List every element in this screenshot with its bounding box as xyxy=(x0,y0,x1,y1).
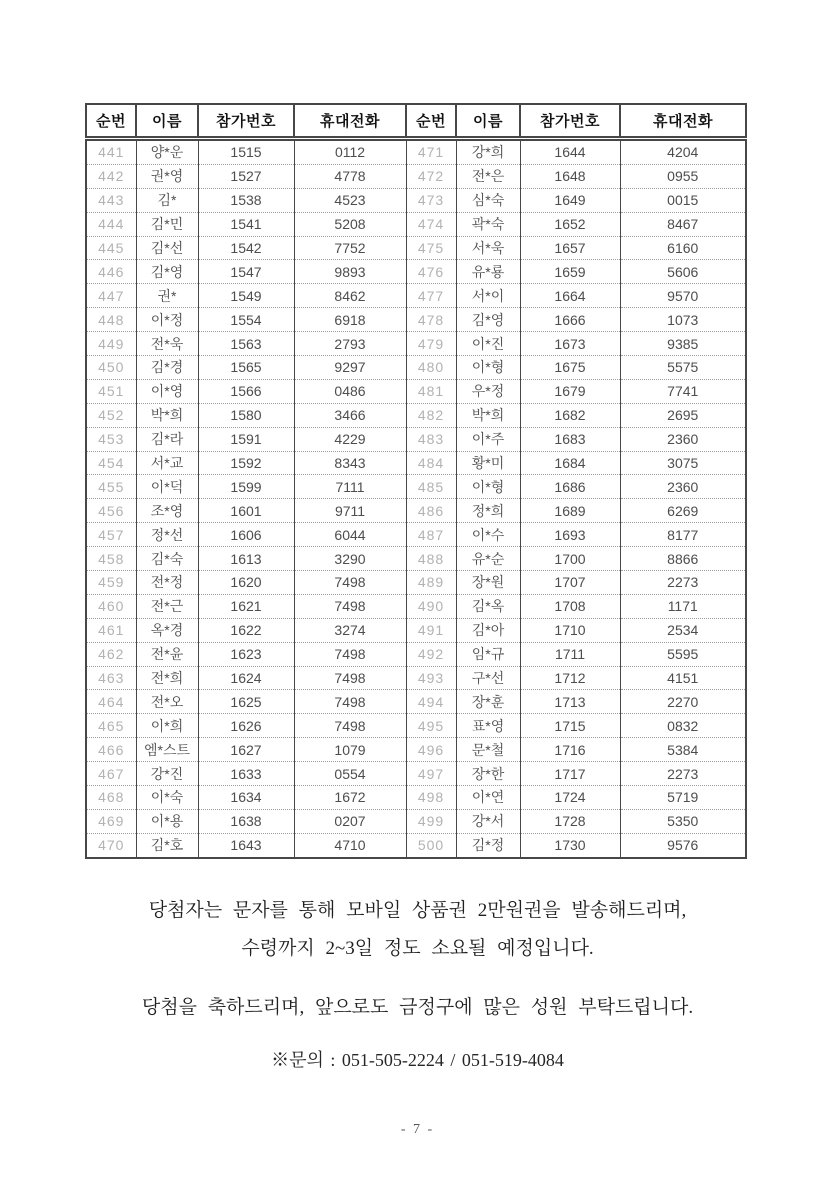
seq-cell-left: 469 xyxy=(86,809,136,833)
phone-cell-right: 2360 xyxy=(620,427,746,451)
phone-cell-right: 1073 xyxy=(620,308,746,332)
name-cell-left: 김*숙 xyxy=(136,547,198,571)
seq-cell-left: 462 xyxy=(86,642,136,666)
phone-cell-left: 6918 xyxy=(294,308,406,332)
seq-cell-left: 448 xyxy=(86,308,136,332)
name-cell-left: 전*욱 xyxy=(136,332,198,356)
entry-number-cell-left: 1606 xyxy=(198,523,294,547)
seq-cell-right: 472 xyxy=(406,164,456,188)
seq-cell-right: 497 xyxy=(406,762,456,786)
name-cell-left: 김*선 xyxy=(136,236,198,260)
entry-number-cell-right: 1716 xyxy=(520,738,620,762)
phone-cell-right: 8866 xyxy=(620,547,746,571)
seq-cell-left: 449 xyxy=(86,332,136,356)
phone-cell-left: 0112 xyxy=(294,139,406,165)
table-row xyxy=(86,666,746,690)
phone-cell-left: 9893 xyxy=(294,260,406,284)
phone-cell-right: 5719 xyxy=(620,786,746,810)
phone-cell-left: 7498 xyxy=(294,690,406,714)
entry-number-cell-left: 1549 xyxy=(198,284,294,308)
table-row xyxy=(86,714,746,738)
phone-cell-left: 3290 xyxy=(294,547,406,571)
seq-cell-right: 484 xyxy=(406,451,456,475)
name-cell-right: 김*옥 xyxy=(456,594,520,618)
seq-cell-right: 492 xyxy=(406,642,456,666)
name-cell-right: 임*규 xyxy=(456,642,520,666)
entry-number-cell-right: 1659 xyxy=(520,260,620,284)
name-cell-right: 이*형 xyxy=(456,475,520,499)
phone-cell-right: 5606 xyxy=(620,260,746,284)
phone-cell-right: 8177 xyxy=(620,523,746,547)
header-phone-right: 휴대전화 xyxy=(620,104,746,139)
seq-cell-left: 464 xyxy=(86,690,136,714)
phone-cell-left: 4710 xyxy=(294,833,406,857)
name-cell-right: 이*주 xyxy=(456,427,520,451)
table-row xyxy=(86,594,746,618)
name-cell-right: 구*선 xyxy=(456,666,520,690)
entry-number-cell-left: 1566 xyxy=(198,379,294,403)
phone-cell-right: 3075 xyxy=(620,451,746,475)
phone-cell-left: 7111 xyxy=(294,475,406,499)
name-cell-left: 김*라 xyxy=(136,427,198,451)
entry-number-cell-left: 1541 xyxy=(198,212,294,236)
name-cell-left: 전*희 xyxy=(136,666,198,690)
entry-number-cell-left: 1599 xyxy=(198,475,294,499)
entry-number-cell-left: 1634 xyxy=(198,786,294,810)
entry-number-cell-right: 1689 xyxy=(520,499,620,523)
entry-number-cell-right: 1710 xyxy=(520,618,620,642)
table-row xyxy=(86,809,746,833)
name-cell-left: 이*용 xyxy=(136,809,198,833)
table-row xyxy=(86,547,746,571)
phone-cell-left: 7752 xyxy=(294,236,406,260)
table-row xyxy=(86,618,746,642)
table-row xyxy=(86,690,746,714)
table-row xyxy=(86,762,746,786)
table-row xyxy=(86,212,746,236)
table-row xyxy=(86,403,746,427)
seq-cell-right: 493 xyxy=(406,666,456,690)
entry-number-cell-left: 1565 xyxy=(198,356,294,380)
table-header-row xyxy=(86,104,746,139)
phone-cell-left: 7498 xyxy=(294,594,406,618)
seq-cell-left: 450 xyxy=(86,356,136,380)
name-cell-right: 김*아 xyxy=(456,618,520,642)
table-row xyxy=(86,236,746,260)
seq-cell-right: 490 xyxy=(406,594,456,618)
name-cell-right: 이*연 xyxy=(456,786,520,810)
phone-cell-left: 3466 xyxy=(294,403,406,427)
seq-cell-left: 455 xyxy=(86,475,136,499)
entry-number-cell-left: 1542 xyxy=(198,236,294,260)
seq-cell-left: 470 xyxy=(86,833,136,857)
phone-cell-right: 2360 xyxy=(620,475,746,499)
entry-number-cell-left: 1601 xyxy=(198,499,294,523)
seq-cell-left: 461 xyxy=(86,618,136,642)
shipping-notice-line1: 당첨자는 문자를 통해 모바일 상품권 2만원권을 발송해드리며, xyxy=(148,900,687,921)
name-cell-right: 전*은 xyxy=(456,164,520,188)
phone-cell-right: 8467 xyxy=(620,212,746,236)
entry-number-cell-right: 1673 xyxy=(520,332,620,356)
entry-number-cell-left: 1626 xyxy=(198,714,294,738)
table-row xyxy=(86,427,746,451)
name-cell-right: 곽*숙 xyxy=(456,212,520,236)
seq-cell-left: 456 xyxy=(86,499,136,523)
entry-number-cell-right: 1649 xyxy=(520,188,620,212)
phone-cell-right: 9385 xyxy=(620,332,746,356)
seq-cell-right: 495 xyxy=(406,714,456,738)
seq-cell-left: 442 xyxy=(86,164,136,188)
entry-number-cell-right: 1707 xyxy=(520,571,620,595)
table-row xyxy=(86,284,746,308)
entry-number-cell-right: 1682 xyxy=(520,403,620,427)
table-row xyxy=(86,164,746,188)
phone-cell-right: 0832 xyxy=(620,714,746,738)
thanks-notice: 당첨을 축하드리며, 앞으로도 금정구에 많은 성원 부탁드립니다. xyxy=(141,997,694,1018)
name-cell-left: 박*희 xyxy=(136,403,198,427)
name-cell-left: 전*정 xyxy=(136,571,198,595)
seq-cell-right: 480 xyxy=(406,356,456,380)
entry-number-cell-right: 1679 xyxy=(520,379,620,403)
table-row xyxy=(86,188,746,212)
table-row xyxy=(86,332,746,356)
entry-number-cell-left: 1554 xyxy=(198,308,294,332)
entry-number-cell-left: 1538 xyxy=(198,188,294,212)
phone-cell-left: 7498 xyxy=(294,714,406,738)
seq-cell-right: 483 xyxy=(406,427,456,451)
name-cell-left: 전*근 xyxy=(136,594,198,618)
header-seq-left: 순번 xyxy=(86,104,136,139)
entry-number-cell-right: 1686 xyxy=(520,475,620,499)
phone-cell-right: 9576 xyxy=(620,833,746,857)
seq-cell-left: 446 xyxy=(86,260,136,284)
phone-cell-right: 2273 xyxy=(620,571,746,595)
name-cell-left: 정*선 xyxy=(136,523,198,547)
phone-cell-right: 6269 xyxy=(620,499,746,523)
seq-cell-left: 453 xyxy=(86,427,136,451)
entry-number-cell-left: 1643 xyxy=(198,833,294,857)
table-body xyxy=(86,139,746,858)
phone-cell-right: 2534 xyxy=(620,618,746,642)
name-cell-right: 황*미 xyxy=(456,451,520,475)
seq-cell-right: 496 xyxy=(406,738,456,762)
entry-number-cell-left: 1633 xyxy=(198,762,294,786)
header-name-left: 이름 xyxy=(136,104,198,139)
entry-number-cell-left: 1613 xyxy=(198,547,294,571)
seq-cell-right: 478 xyxy=(406,308,456,332)
table-row xyxy=(86,738,746,762)
seq-cell-right: 499 xyxy=(406,809,456,833)
entry-number-cell-left: 1515 xyxy=(198,139,294,165)
seq-cell-right: 473 xyxy=(406,188,456,212)
seq-cell-left: 458 xyxy=(86,547,136,571)
seq-cell-right: 475 xyxy=(406,236,456,260)
seq-cell-left: 460 xyxy=(86,594,136,618)
entry-number-cell-right: 1657 xyxy=(520,236,620,260)
name-cell-left: 권*영 xyxy=(136,164,198,188)
seq-cell-left: 447 xyxy=(86,284,136,308)
seq-cell-left: 451 xyxy=(86,379,136,403)
seq-cell-left: 454 xyxy=(86,451,136,475)
entry-number-cell-left: 1624 xyxy=(198,666,294,690)
entry-number-cell-right: 1652 xyxy=(520,212,620,236)
seq-cell-right: 476 xyxy=(406,260,456,284)
entry-number-cell-left: 1580 xyxy=(198,403,294,427)
name-cell-left: 이*정 xyxy=(136,308,198,332)
seq-cell-left: 441 xyxy=(86,139,136,165)
name-cell-right: 장*훈 xyxy=(456,690,520,714)
seq-cell-left: 443 xyxy=(86,188,136,212)
entry-number-cell-right: 1713 xyxy=(520,690,620,714)
phone-cell-right: 5384 xyxy=(620,738,746,762)
entry-number-cell-right: 1700 xyxy=(520,547,620,571)
seq-cell-left: 459 xyxy=(86,571,136,595)
name-cell-left: 김*호 xyxy=(136,833,198,857)
entry-number-cell-right: 1648 xyxy=(520,164,620,188)
entry-number-cell-right: 1684 xyxy=(520,451,620,475)
phone-cell-right: 5595 xyxy=(620,642,746,666)
table-row xyxy=(86,833,746,857)
phone-cell-right: 1171 xyxy=(620,594,746,618)
entry-number-cell-left: 1627 xyxy=(198,738,294,762)
entry-number-cell-left: 1592 xyxy=(198,451,294,475)
phone-cell-left: 4229 xyxy=(294,427,406,451)
seq-cell-right: 494 xyxy=(406,690,456,714)
entry-number-cell-left: 1638 xyxy=(198,809,294,833)
entry-number-cell-left: 1563 xyxy=(198,332,294,356)
entry-number-cell-left: 1621 xyxy=(198,594,294,618)
seq-cell-right: 471 xyxy=(406,139,456,165)
phone-cell-right: 2270 xyxy=(620,690,746,714)
name-cell-left: 전*윤 xyxy=(136,642,198,666)
entry-number-cell-left: 1623 xyxy=(198,642,294,666)
phone-cell-left: 7498 xyxy=(294,642,406,666)
name-cell-right: 장*원 xyxy=(456,571,520,595)
phone-cell-left: 0207 xyxy=(294,809,406,833)
name-cell-right: 박*희 xyxy=(456,403,520,427)
phone-cell-right: 5350 xyxy=(620,809,746,833)
phone-cell-right: 6160 xyxy=(620,236,746,260)
seq-cell-left: 468 xyxy=(86,786,136,810)
shipping-notice-line2: 수령까지 2~3일 정도 소요될 예정입니다. xyxy=(241,938,594,959)
table-row xyxy=(86,475,746,499)
seq-cell-left: 465 xyxy=(86,714,136,738)
name-cell-left: 전*오 xyxy=(136,690,198,714)
entry-number-cell-right: 1715 xyxy=(520,714,620,738)
name-cell-right: 서*욱 xyxy=(456,236,520,260)
seq-cell-right: 485 xyxy=(406,475,456,499)
entry-number-cell-right: 1728 xyxy=(520,809,620,833)
entry-number-cell-right: 1730 xyxy=(520,833,620,857)
seq-cell-right: 491 xyxy=(406,618,456,642)
phone-cell-left: 0554 xyxy=(294,762,406,786)
seq-cell-right: 486 xyxy=(406,499,456,523)
table-row xyxy=(86,379,746,403)
name-cell-left: 서*교 xyxy=(136,451,198,475)
phone-cell-left: 3274 xyxy=(294,618,406,642)
phone-cell-left: 4523 xyxy=(294,188,406,212)
phone-cell-left: 5208 xyxy=(294,212,406,236)
table-row xyxy=(86,260,746,284)
name-cell-left: 조*영 xyxy=(136,499,198,523)
phone-cell-right: 0015 xyxy=(620,188,746,212)
seq-cell-left: 467 xyxy=(86,762,136,786)
seq-cell-right: 498 xyxy=(406,786,456,810)
entry-number-cell-right: 1666 xyxy=(520,308,620,332)
name-cell-left: 양*운 xyxy=(136,139,198,165)
phone-cell-left: 8462 xyxy=(294,284,406,308)
name-cell-right: 이*수 xyxy=(456,523,520,547)
seq-cell-left: 445 xyxy=(86,236,136,260)
phone-cell-right: 2273 xyxy=(620,762,746,786)
name-cell-left: 김* xyxy=(136,188,198,212)
header-phone-left: 휴대전화 xyxy=(294,104,406,139)
phone-cell-right: 9570 xyxy=(620,284,746,308)
seq-cell-right: 474 xyxy=(406,212,456,236)
seq-cell-left: 457 xyxy=(86,523,136,547)
entry-number-cell-right: 1664 xyxy=(520,284,620,308)
seq-cell-left: 452 xyxy=(86,403,136,427)
name-cell-right: 문*철 xyxy=(456,738,520,762)
table-row xyxy=(86,139,746,165)
seq-cell-right: 477 xyxy=(406,284,456,308)
entry-number-cell-right: 1693 xyxy=(520,523,620,547)
name-cell-left: 이*숙 xyxy=(136,786,198,810)
name-cell-right: 우*정 xyxy=(456,379,520,403)
phone-cell-right: 0955 xyxy=(620,164,746,188)
winners-table xyxy=(85,103,747,859)
seq-cell-left: 444 xyxy=(86,212,136,236)
entry-number-cell-right: 1708 xyxy=(520,594,620,618)
seq-cell-right: 489 xyxy=(406,571,456,595)
entry-number-cell-right: 1724 xyxy=(520,786,620,810)
name-cell-right: 김*영 xyxy=(456,308,520,332)
name-cell-left: 이*희 xyxy=(136,714,198,738)
contact-info: ※문의 : 051-505-2224 / 051-519-4084 xyxy=(271,1050,564,1070)
header-entry-number-right: 참가번호 xyxy=(520,104,620,139)
table-row xyxy=(86,356,746,380)
phone-cell-left: 0486 xyxy=(294,379,406,403)
seq-cell-right: 479 xyxy=(406,332,456,356)
name-cell-right: 정*희 xyxy=(456,499,520,523)
header-entry-number-left: 참가번호 xyxy=(198,104,294,139)
name-cell-right: 심*숙 xyxy=(456,188,520,212)
entry-number-cell-left: 1625 xyxy=(198,690,294,714)
phone-cell-right: 2695 xyxy=(620,403,746,427)
table-row xyxy=(86,499,746,523)
entry-number-cell-right: 1675 xyxy=(520,356,620,380)
entry-number-cell-right: 1711 xyxy=(520,642,620,666)
table-row xyxy=(86,571,746,595)
phone-cell-left: 1079 xyxy=(294,738,406,762)
table-row xyxy=(86,308,746,332)
name-cell-left: 엠*스트 xyxy=(136,738,198,762)
table-row xyxy=(86,786,746,810)
name-cell-left: 권* xyxy=(136,284,198,308)
name-cell-right: 서*이 xyxy=(456,284,520,308)
phone-cell-left: 8343 xyxy=(294,451,406,475)
name-cell-left: 김*경 xyxy=(136,356,198,380)
seq-cell-left: 466 xyxy=(86,738,136,762)
entry-number-cell-left: 1622 xyxy=(198,618,294,642)
name-cell-left: 김*영 xyxy=(136,260,198,284)
name-cell-left: 이*영 xyxy=(136,379,198,403)
name-cell-left: 옥*경 xyxy=(136,618,198,642)
phone-cell-left: 7498 xyxy=(294,666,406,690)
phone-cell-left: 2793 xyxy=(294,332,406,356)
seq-cell-left: 463 xyxy=(86,666,136,690)
name-cell-right: 김*정 xyxy=(456,833,520,857)
table-row xyxy=(86,642,746,666)
entry-number-cell-right: 1717 xyxy=(520,762,620,786)
phone-cell-right: 7741 xyxy=(620,379,746,403)
name-cell-right: 유*룡 xyxy=(456,260,520,284)
seq-cell-right: 482 xyxy=(406,403,456,427)
entry-number-cell-left: 1527 xyxy=(198,164,294,188)
phone-cell-left: 9297 xyxy=(294,356,406,380)
phone-cell-left: 1672 xyxy=(294,786,406,810)
name-cell-right: 표*영 xyxy=(456,714,520,738)
phone-cell-right: 4204 xyxy=(620,139,746,165)
table-row xyxy=(86,451,746,475)
header-name-right: 이름 xyxy=(456,104,520,139)
entry-number-cell-left: 1547 xyxy=(198,260,294,284)
table-row xyxy=(86,523,746,547)
name-cell-right: 이*형 xyxy=(456,356,520,380)
page-number: - 7 - xyxy=(400,1122,435,1137)
entry-number-cell-right: 1712 xyxy=(520,666,620,690)
phone-cell-left: 9711 xyxy=(294,499,406,523)
name-cell-left: 김*민 xyxy=(136,212,198,236)
entry-number-cell-right: 1644 xyxy=(520,139,620,165)
entry-number-cell-left: 1620 xyxy=(198,571,294,595)
name-cell-right: 강*서 xyxy=(456,809,520,833)
phone-cell-right: 4151 xyxy=(620,666,746,690)
phone-cell-left: 6044 xyxy=(294,523,406,547)
name-cell-right: 강*희 xyxy=(456,139,520,165)
entry-number-cell-right: 1683 xyxy=(520,427,620,451)
phone-cell-left: 4778 xyxy=(294,164,406,188)
name-cell-right: 장*한 xyxy=(456,762,520,786)
name-cell-right: 유*순 xyxy=(456,547,520,571)
name-cell-left: 강*진 xyxy=(136,762,198,786)
phone-cell-right: 5575 xyxy=(620,356,746,380)
name-cell-right: 이*진 xyxy=(456,332,520,356)
seq-cell-right: 487 xyxy=(406,523,456,547)
seq-cell-right: 500 xyxy=(406,833,456,857)
shipping-notice xyxy=(0,892,835,968)
seq-cell-right: 481 xyxy=(406,379,456,403)
phone-cell-left: 7498 xyxy=(294,571,406,595)
entry-number-cell-left: 1591 xyxy=(198,427,294,451)
header-seq-right: 순번 xyxy=(406,104,456,139)
seq-cell-right: 488 xyxy=(406,547,456,571)
name-cell-left: 이*덕 xyxy=(136,475,198,499)
